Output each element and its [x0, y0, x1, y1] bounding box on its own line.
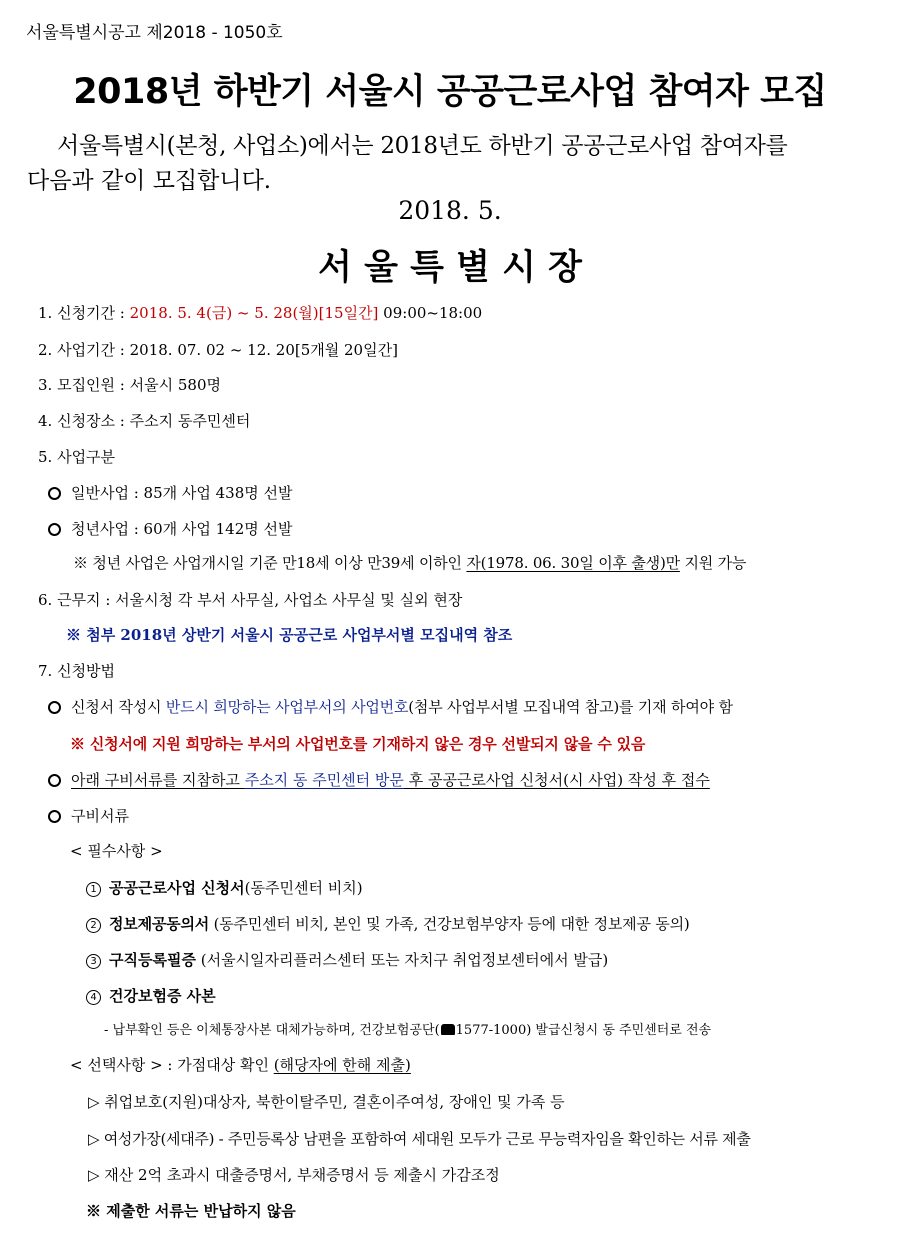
circle-bullet-icon	[48, 487, 61, 500]
final-note: ※ 제출한 서류는 반납하지 않음	[86, 1202, 296, 1220]
optional-item-3: ▷ 재산 2억 초과시 대출증명서, 부채증명서 등 제출시 가감조정	[88, 1166, 500, 1184]
circled-number: 4	[86, 990, 101, 1005]
doc-application-form: 1 공공근로사업 신청서(동주민센터 비치)	[86, 877, 363, 898]
circle-bullet-icon	[48, 701, 61, 714]
page-title: 2018년 하반기 서울시 공공근로사업 참여자 모집	[73, 72, 827, 112]
doc-job-registration: 3 구직등록필증 (서울시일자리플러스센터 또는 자치구 취업정보센터에서 발급)	[86, 949, 608, 970]
circle-bullet-icon	[48, 774, 61, 787]
optional-item-1: ▷ 취업보호(지원)대상자, 북한이탈주민, 결혼이주여성, 장애인 및 가족 등	[88, 1093, 565, 1111]
youth-project: 청년사업 : 60개 사업 142명 선발	[48, 518, 293, 539]
method-visit-center: 아래 구비서류를 지참하고 주소지 동 주민센터 방문 후 공공근로사업 신청서(시 사업) 작성 후 접수	[48, 769, 710, 790]
item-project-types: 5. 사업구분	[38, 448, 116, 466]
method-warning: ※ 신청서에 지원 희망하는 부서의 사업번호를 기재하지 않은 경우 선발되지 않을 수 있음	[70, 735, 646, 753]
application-hours: 09:00~18:00	[378, 304, 483, 322]
phone-icon	[441, 1024, 455, 1035]
issuer: 서 울 특 별 시 장	[318, 248, 582, 288]
item-application-method: 7. 신청방법	[38, 662, 116, 680]
general-project: 일반사업 : 85개 사업 438명 선발	[48, 482, 293, 503]
health-insurance-note: - 납부확인 등은 이체통장사본 대체가능하며, 건강보험공단( 1577-1000) 발급신청시 동 주민센터로 전송	[104, 1023, 712, 1038]
item-application-period	[38, 302, 482, 323]
required-header: < 필수사항 >	[70, 842, 163, 860]
intro-line-1: 서울특별시(본청, 사업소)에서는 2018년도 하반기 공공근로사업 참여자를	[57, 133, 788, 159]
doc-consent-form: 2 정보제공동의서 (동주민센터 비치, 본인 및 가족, 건강보험부양자 등에 대한 정보제공 동의)	[86, 913, 690, 934]
item-workplace: 6. 근무지 : 서울시청 각 부서 사무실, 사업소 사무실 및 실외 현장	[38, 591, 463, 609]
application-period-dates: 2018. 5. 4(금) ~ 5. 28(월)[15일간]	[129, 304, 379, 322]
circled-number: 2	[86, 918, 101, 933]
item-label: 1. 신청기간 :	[38, 304, 130, 322]
youth-eligibility-note: ※ 청년 사업은 사업개시일 기준 만18세 이상 만39세 이하인 자(1978. 06. 30일 이후 출생)만 지원 가능	[73, 554, 747, 572]
notice-date: 2018. 5.	[398, 196, 502, 225]
circled-number: 3	[86, 954, 101, 969]
intro-line-2: 다음과 같이 모집합니다.	[27, 168, 272, 194]
circle-bullet-icon	[48, 810, 61, 823]
item-application-place: 4. 신청장소 : 주소지 동주민센터	[38, 412, 251, 430]
doc-health-insurance: 4 건강보험증 사본	[86, 985, 216, 1006]
workplace-note: ※ 첨부 2018년 상반기 서울시 공공근로 사업부서별 모집내역 참조	[66, 626, 513, 644]
notice-number: 서울특별시공고 제2018 - 1050호	[26, 23, 283, 43]
item-recruit-count: 3. 모집인원 : 서울시 580명	[38, 376, 221, 394]
required-documents: 구비서류	[48, 805, 129, 826]
method-write-form: 신청서 작성시 반드시 희망하는 사업부서의 사업번호(첨부 사업부서별 모집내역 참고)를 기재 하여야 함	[48, 696, 733, 717]
optional-header: < 선택사항 > : 가점대상 확인 (해당자에 한해 제출)	[70, 1056, 411, 1074]
circled-number: 1	[86, 882, 101, 897]
item-project-period: 2. 사업기간 : 2018. 07. 02 ~ 12. 20[5개월 20일간]	[38, 341, 398, 359]
circle-bullet-icon	[48, 523, 61, 536]
optional-item-2: ▷ 여성가장(세대주) - 주민등록상 남편을 포함하여 세대원 모두가 근로 무능력자임을 확인하는 서류 제출	[88, 1130, 751, 1148]
